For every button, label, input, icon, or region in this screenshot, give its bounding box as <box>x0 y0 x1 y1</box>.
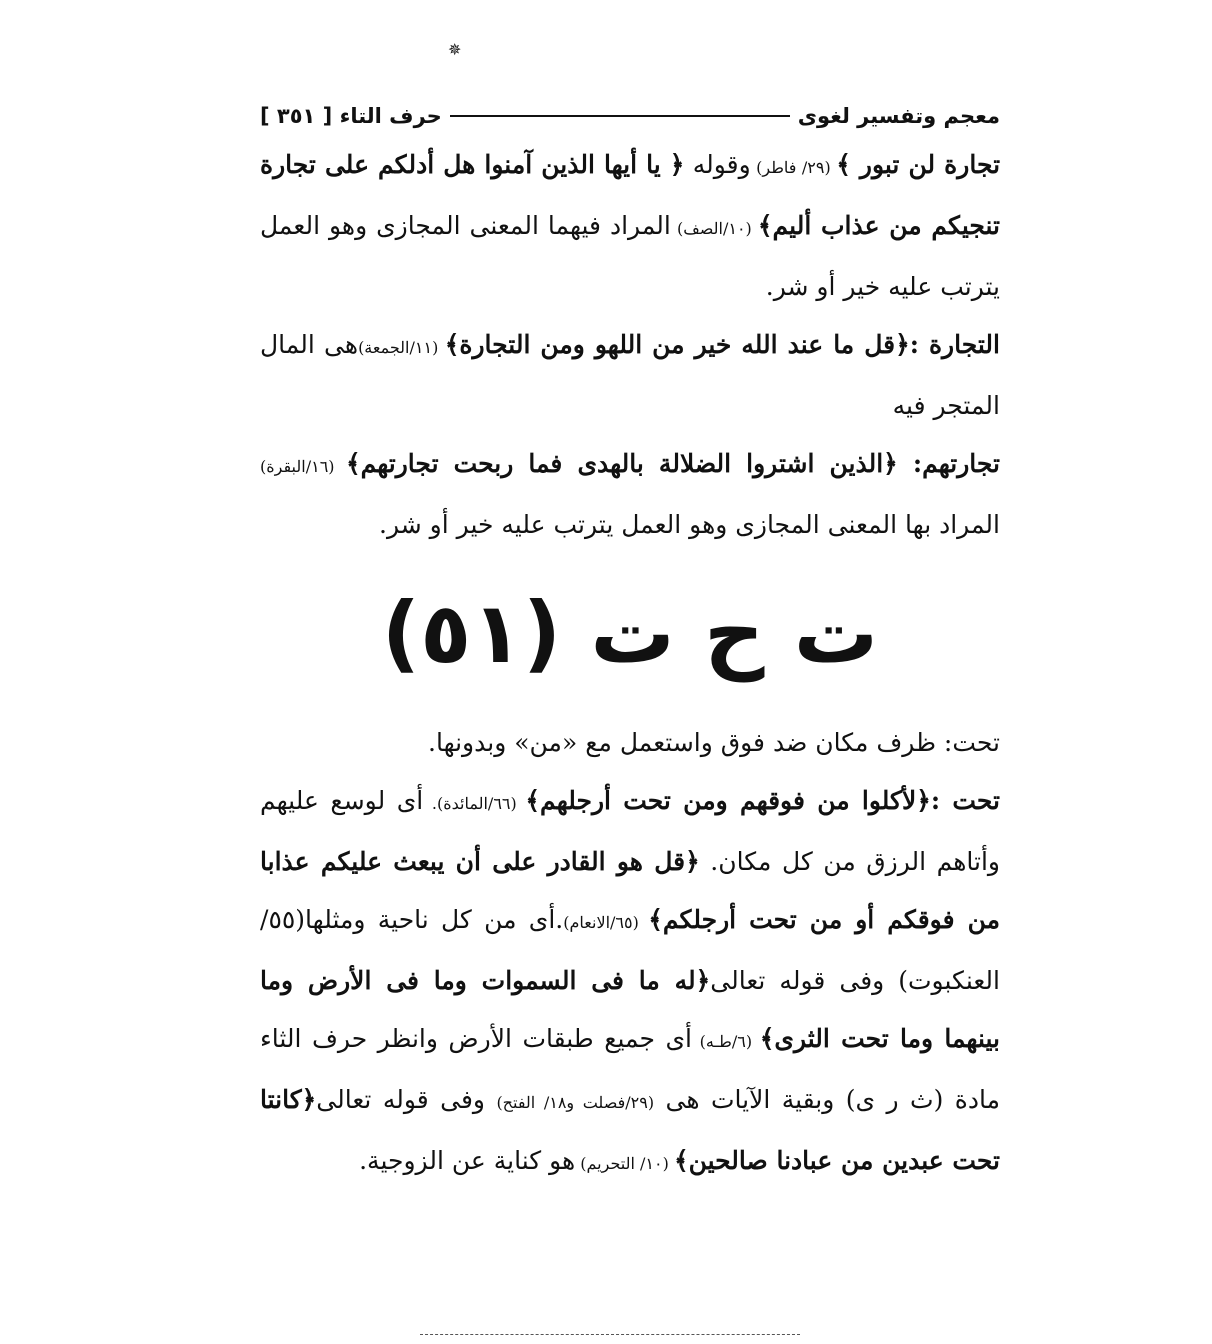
paragraph-text: وقوله <box>684 150 751 179</box>
paragraph-text: تحت: ظرف مكان ضد فوق واستعمل مع «من» وبدونها. <box>428 728 1000 757</box>
quran-verse: ﴿قل ما عند الله خير من اللهو ومن التجارة﴾ <box>444 330 910 359</box>
book-title: معجم وتفسير لغوى <box>797 104 1000 128</box>
verse-reference: (٦/طـه) <box>691 1032 760 1051</box>
entry-term: التجارة : <box>909 330 1000 359</box>
paragraph-text: هى المال المتجر فيه <box>260 330 1000 420</box>
verse-reference: (٢٩/فصلت و١٨/ الفتح) <box>496 1093 655 1112</box>
verse-reference: (١٠/الصف) <box>670 219 758 238</box>
paragraph-p2 <box>260 316 1000 435</box>
quran-verse: ﴿له ما فى السموات وما فى الأرض وما بينهما وما تحت الثرى﴾ <box>260 966 1001 1053</box>
quran-verse: ﴿الذين اشتروا الضلالة بالهدى فما ربحت تجارتهم﴾ <box>345 449 898 478</box>
paragraph-p1 <box>260 136 1000 316</box>
paragraph-text: .أى من كل ناحية ومثلها(٥٥/ العنكبوت) وفى قوله تعالى <box>260 905 1000 995</box>
quran-verse: ﴿قل هو القادر على أن يبعث عليكم عذابا من فوقكم أو من تحت أرجلكم﴾ <box>260 847 1000 934</box>
verse-reference: (١٦/البقرة) <box>260 457 346 476</box>
header-rule <box>450 115 790 117</box>
verse-reference: (١٠/ التحريم) <box>575 1154 674 1173</box>
quran-verse: تجارة لن تبور ﴾ <box>836 150 1001 179</box>
paragraph-text: أى لوسع عليهم وأتاهم الرزق من كل مكان. <box>260 786 1000 876</box>
paragraph-p5 <box>260 772 1000 1193</box>
quran-verse: ﴿ يا أيها الذين آمنوا هل أدلكم على تجارة تنجيكم من عذاب أليم﴾ <box>260 150 1000 240</box>
bottom-paragraphs <box>260 714 1000 1193</box>
document-page <box>260 96 1000 1256</box>
page-reference: حرف التاء [ ٣٥١ ] <box>260 104 442 128</box>
quran-verse: ﴿كانتا تحت عبدين من عبادنا صالحين﴾ <box>260 1085 1000 1175</box>
paragraph-text: المراد بها المعنى المجازى وهو العمل يترتب عليه خير أو شر. <box>379 510 1000 539</box>
verse-reference: (٦٦/المائدة). <box>423 794 526 813</box>
paragraph-text: أى جميع طبقات الأرض وانظر حرف الثاء مادة (ث ر ى) وبقية الآيات هى <box>260 1024 1000 1114</box>
entry-term: تحت : <box>930 786 1001 815</box>
paragraph-p4 <box>260 714 1000 772</box>
verse-reference: (٦٥/الانعام) <box>563 913 649 932</box>
paragraph-text: هو كناية عن الزوجية. <box>359 1146 576 1175</box>
paragraph-text: وفى قوله تعالى <box>316 1085 497 1114</box>
star-ornament-icon: ✵ <box>448 40 462 59</box>
top-paragraphs <box>260 136 1000 554</box>
verse-reference: (١١/الجمعة) <box>358 338 445 357</box>
paragraph-p3 <box>260 435 1000 554</box>
verse-reference: (٢٩/ فاطر) <box>750 158 837 177</box>
section-title: ت ح ت (٥١) <box>381 584 879 682</box>
paragraph-text: المراد فيهما المعنى المجازى وهو العمل يترتب عليه خير أو شر. <box>260 211 1000 301</box>
quran-verse: ﴿لأكلوا من فوقهم ومن تحت أرجلهم﴾ <box>525 786 931 815</box>
running-header <box>260 96 1000 136</box>
entry-term: تجارتهم: <box>897 449 1000 478</box>
footer-rule <box>420 1334 800 1335</box>
